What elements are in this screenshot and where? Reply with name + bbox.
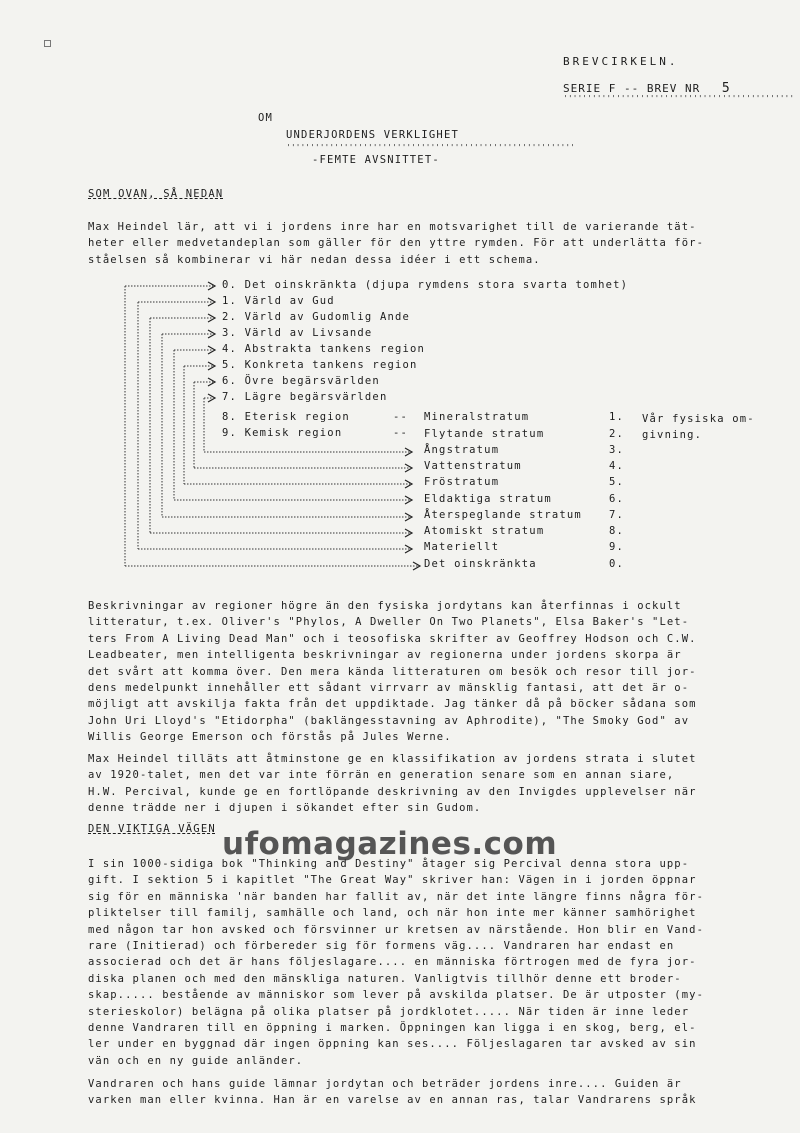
schema-level-6: 6. Övre begärsvärlden [222,375,380,387]
schema-level-7: 7. Lägre begärsvärlden [222,391,388,403]
stratum-3: Ångstratum [424,444,500,456]
schema-level-1: 1. Värld av Gud [222,295,335,307]
stratum-6: Eldaktiga stratum [424,493,552,505]
schema-level-5: 5. Konkreta tankens region [222,359,418,371]
text-line: Max Heindel tilläts att åtminstone ge en klassifikation av jordens strata i slutet [88,753,697,765]
stratum-2: Flytande stratum [424,428,545,440]
percival-paragraph [88,751,756,817]
stratum-9: Materiellt [424,541,500,553]
schema-level-3: 3. Värld av Livsande [222,327,373,339]
series-label: SERIE F -- BREV NR [563,82,701,95]
text-line: varken man eller kvinna. Han är en varelse av en annan ras, talar Vandrarens språk [88,1094,697,1107]
stratum-number-6: 6. [609,493,625,505]
text-line: skap..... bestående av människor som lever på avskilda platser. De är utposter (my- [88,989,704,1002]
schema-dash-9: -- [393,427,409,439]
text-line: denne Vandraren till en öppning i marken. Öppningen kan ligga i en skog, berg, el- [88,1022,697,1035]
text-line: H.W. Percival, kunde ge en fortlöpande deskrivning av den Invigdes upplevelser när [88,785,697,798]
stratum-number-4: 4. [609,460,625,472]
text-line: vän och en ny guide anländer. [88,1054,304,1067]
schema-note-line-2: givning. [642,429,703,441]
text-line: Max Heindel lär, att vi i jordens inre har en motsvarighet till de varierande tät- [88,221,697,233]
text-line: diska planen och med den mänskliga naturen. Vanligtvis tillhör denne ett broder- [88,972,682,985]
page-subtitle: -FEMTE AVSNITTET- [312,154,440,166]
page-title: UNDERJORDENS VERKLIGHET [286,129,459,141]
text-line: Willis George Emerson och förstås på Jules Werne. [88,731,452,744]
stratum-number-2: 2. [609,428,625,440]
letter-number: 5 [721,81,731,96]
text-line: pliktelser till familj, samhälle och land, och när hon inte mer känner samhörighet [88,907,697,920]
text-line: med någon tar hon avsked och försvinner ur kretsen av närstående. Hon blir en Vand- [88,923,704,936]
stratum-number-7: 7. [609,509,625,521]
text-line: Leadbeater, men intelligenta beskrivningar av regionerna under jordens skorpa är [88,649,682,662]
schema-level-4: 4. Abstrakta tankens region [222,343,426,355]
site-watermark: ufomagazines.com [222,826,558,862]
section-heading-2: DEN VIKTIGA VÄGEN [88,823,216,835]
text-line: av 1920-talet, men det var inte förrän en generation senare som en annan siare, [88,769,675,782]
section-heading-1: SOM OVAN, SÅ NEDAN [88,188,224,200]
schema-note-line-1: Vår fysiska om- [642,413,755,425]
stratum-1: Mineralstratum [424,411,530,423]
stratum-number-5: 5. [609,476,625,488]
schema-level-8: 8. Eterisk region [222,411,350,423]
stratum-5: Fröstratum [424,476,500,488]
way-paragraph [88,856,756,1069]
text-line: rare (Initierad) och förbereder sig för formens väg.... Vandraren har endast en [88,940,675,953]
stratum-number-3: 3. [609,444,625,456]
schema-dash-8: -- [393,411,409,423]
text-line: ståelsen så kombinerar vi här nedan dessa idéer i ett schema. [88,253,541,266]
text-line: gift. I sektion 5 i kapitlet "The Great Way" skriver han: Vägen in i jorden öppnar [88,874,697,887]
text-line: litteratur, t.ex. Oliver's "Phylos, A Dweller On Two Planets", Elsa Baker's "Let- [88,616,690,629]
header-underline: '''''''''''''''''''''''''''''''''''''''''''''''' [563,94,795,103]
schema-level-0: 0. Det oinskränkta (djupa rymdens stora svarta tomhet) [222,279,629,291]
series-title: BREVCIRKELN. [563,55,679,68]
text-line: I sin 1000-sidiga bok "Thinking and Destiny" åtager sig Percival denna stora upp- [88,858,690,870]
stratum-number-0: 0. [609,558,625,570]
stratum-number-9: 9. [609,541,625,553]
stratum-number-1: 1. [609,411,625,423]
schema-level-9: 9. Kemisk region [222,427,343,439]
stratum-0: Det oinskränkta [424,558,537,570]
stratum-8: Atomiskt stratum [424,525,545,537]
text-line: heter eller medvetandeplan som gäller för den yttre rymden. För att underlätta för- [88,237,704,250]
text-line: John Uri Lloyd's "Etidorpha" (baklängesstavning av Aphrodite), "The Smoky God" av [88,714,690,727]
text-line: ler under en byggnad där ingen öppning kan ses.... Följeslagaren tar avsked av sin [88,1038,697,1051]
text-line: Vandraren och hans guide lämnar jordytan och beträder jordens inre.... Guiden är [88,1078,682,1090]
text-line: ters From A Living Dead Man" och i teosofiska skrifter av Geoffrey Hodson och C.W. [88,632,697,645]
schema-level-2: 2. Värld av Gudomlig Ande [222,311,411,323]
stratum-4: Vattenstratum [424,460,522,472]
stratum-7: Återspeglande stratum [424,509,582,521]
title-prefix: OM [258,112,274,124]
text-line: denne trädde ner i djupen i sökandet efter sin Gudom. [88,802,482,815]
text-line: det svårt att komma över. Den mera kända litteraturen om besök och resor till jor- [88,665,697,678]
text-line: dens medelpunkt innehåller ett sådant virrvarr av mänsklig fantasi, att det är o- [88,682,690,695]
text-line: sterieskolor) belägna på olika platser på jordklotet..... När tiden är inne leder [88,1005,690,1018]
text-line: sig för en människa 'när banden har fallit av, när det inte längre finns några för- [88,890,704,903]
text-line: Beskrivningar av regioner högre än den fysiska jordytans kan återfinnas i ockult [88,600,682,612]
guide-paragraph [88,1076,756,1109]
text-line: möjligt att avskilja fakta från det uppdiktade. Jag tänker då på böcker sådana som [88,698,697,711]
stratum-number-8: 8. [609,525,625,537]
text-line: associerad och det är hans följeslagare.... en människa förtrogen med de fyra jor- [88,956,697,969]
literature-paragraph [88,598,756,746]
title-underline: '''''''''''''''''''''''''''''''''''''''''''''''''''''''''''' [286,143,575,152]
